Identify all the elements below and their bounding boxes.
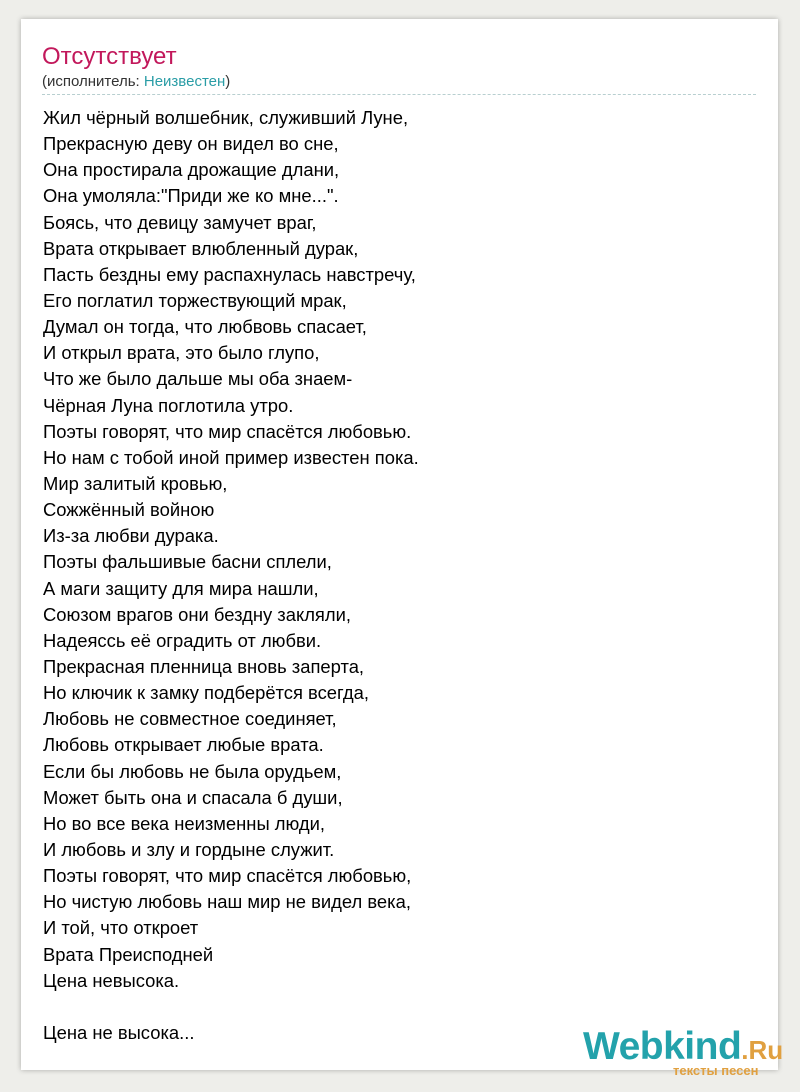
lyric-line: И открыл врата, это было глупо,: [43, 342, 320, 364]
lyric-line: Прекрасную деву он видел во сне,: [43, 133, 339, 155]
header-divider: [42, 94, 756, 95]
lyric-line: Но нам с тобой иной пример известен пока.: [43, 446, 419, 468]
lyric-line: Она умоляла:"Приди же ко мне...".: [43, 185, 339, 207]
artist-prefix: (исполнитель:: [42, 73, 144, 90]
lyric-line: Надеяссь её оградить от любви.: [43, 629, 322, 651]
logo-brand: Webkind: [583, 1025, 742, 1068]
lyric-line: Пасть бездны ему распахнулась навстречу,: [43, 263, 416, 285]
lyric-line: Прекрасная пленница вновь заперта,: [43, 655, 365, 677]
lyric-line: Его поглатил торжествующий мрак,: [43, 289, 347, 311]
artist-line: [42, 72, 230, 92]
lyric-line: Мир залитый кровью,: [43, 472, 228, 494]
lyric-line: Что же было дальше мы оба знаем-: [43, 368, 353, 390]
lyric-line: Сожжённый войною: [43, 499, 215, 521]
lyrics-text: [43, 105, 419, 1046]
lyric-line: Но чистую любовь наш мир не видел века,: [43, 891, 411, 913]
artist-suffix: ): [225, 73, 231, 90]
site-logo[interactable]: [583, 1024, 784, 1078]
lyric-line: Цена не высока...: [43, 1021, 195, 1043]
lyric-line: Любовь не совместное соединяет,: [43, 708, 337, 730]
lyric-line: Она простирала дрожащие длани,: [43, 159, 340, 181]
lyric-line: Любовь открывает любые врата.: [43, 734, 324, 756]
lyrics-card: [21, 19, 784, 1078]
lyric-line: Может быть она и спасала б души,: [43, 786, 343, 808]
lyric-line: Врата Преисподней: [43, 943, 214, 965]
lyric-line: Поэты говорят, что мир спасётся любовью,: [43, 865, 412, 887]
song-title: Отсутствует: [42, 43, 177, 70]
lyric-line: Поэты говорят, что мир спасётся любовью.: [43, 420, 412, 442]
lyric-line: Поэты фальшивые басни сплели,: [43, 551, 332, 573]
lyric-line: Врата открывает влюбленный дурак,: [43, 237, 359, 259]
lyric-line: Жил чёрный волшебник, служивший Луне,: [43, 107, 409, 128]
lyric-line: Цена невысока.: [43, 969, 180, 991]
lyric-line: Если бы любовь не была орудьем,: [43, 760, 342, 782]
lyric-line: Но ключик к замку подберётся всегда,: [43, 682, 369, 704]
lyric-blank-line: [43, 994, 419, 1020]
lyric-line: И любовь и злу и гордыне служит.: [43, 838, 335, 860]
lyric-line: И той, что откроет: [43, 917, 199, 939]
lyric-line: Чёрная Луна поглотила утро.: [43, 394, 294, 416]
lyric-line: Союзом врагов они бездну закляли,: [43, 603, 351, 625]
lyric-line: Думал он тогда, что любвовь спасает,: [43, 316, 367, 338]
logo-tagline: тексты песен: [673, 1063, 759, 1078]
lyric-line: А маги защиту для мира нашли,: [43, 577, 319, 599]
lyric-line: Но во все века неизменны люди,: [43, 812, 326, 834]
lyric-line: Из-за любви дурака.: [43, 525, 219, 547]
lyric-line: Боясь, что девицу замучет враг,: [43, 211, 317, 233]
artist-link[interactable]: Неизвестен: [143, 73, 226, 90]
logo-tld: .Ru: [741, 1035, 784, 1065]
